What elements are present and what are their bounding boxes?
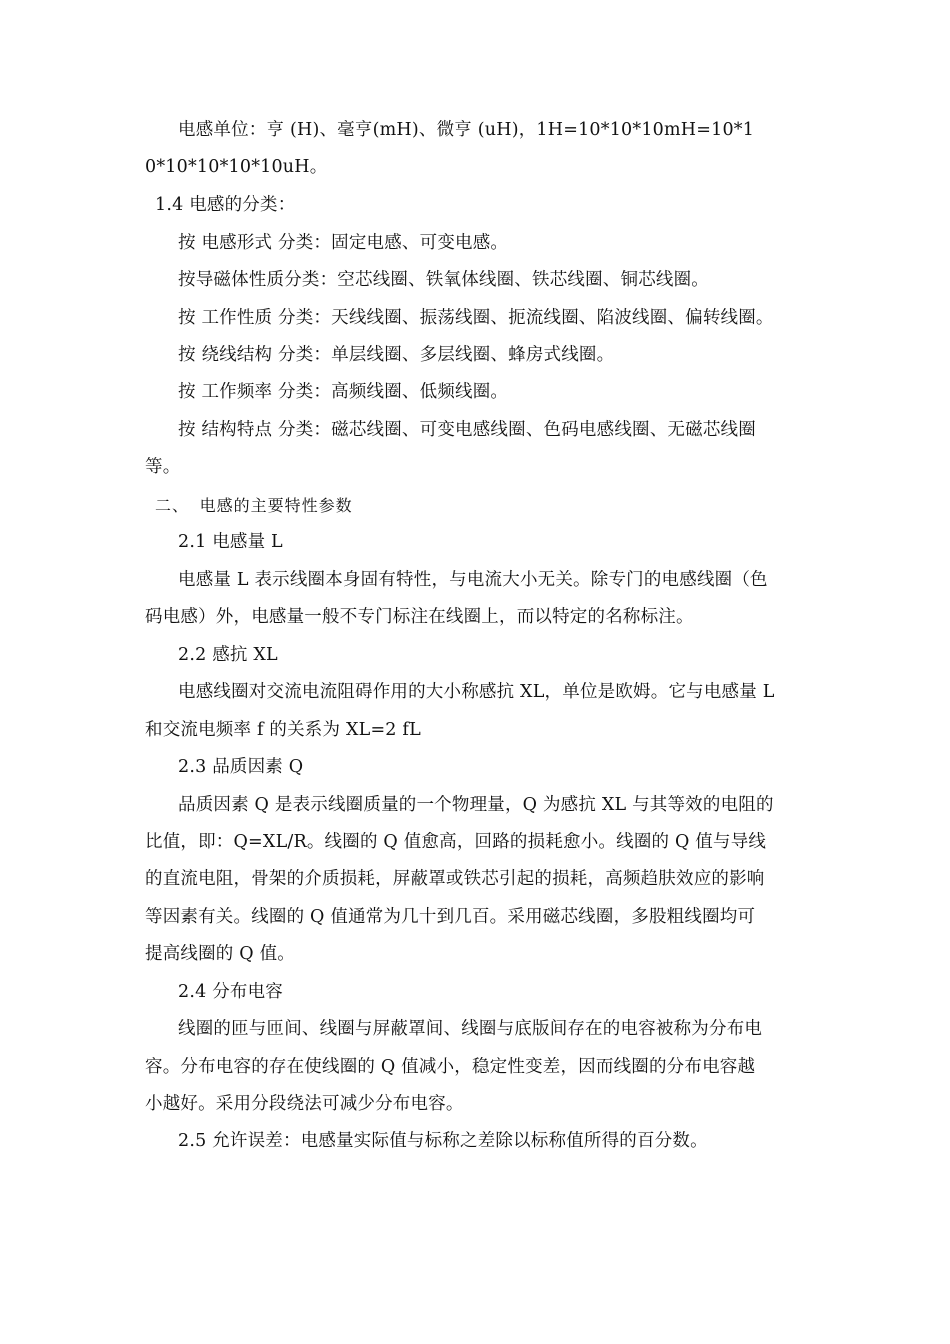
paragraph-inductance-unit: 电感单位：亨 (H)、毫亨(mH)、微亨 (uH)，1H=10*10*10mH=10*1	[178, 120, 755, 140]
paragraph-inductance-unit-cont: 0*10*10*10*10uH。	[145, 157, 328, 177]
paragraph-2-1-line1: 电感量 L 表示线圈本身固有特性，与电流大小无关。除专门的电感线圈（色	[178, 570, 768, 590]
classification-frequency: 按 工作频率 分类：高频线圈、低频线圈。	[178, 382, 509, 402]
classification-magnetic: 按导磁体性质分类：空芯线圈、铁氧体线圈、铁芯线圈、铜芯线圈。	[178, 270, 709, 290]
heading-2-5: 2.5 允许误差：电感量实际值与标称之差除以标称值所得的百分数。	[178, 1131, 708, 1151]
paragraph-2-4-line2: 容。分布电容的存在使线圈的 Q 值减小，稳定性变差，因而线圈的分布电容越	[145, 1057, 756, 1077]
paragraph-2-2-line1: 电感线圈对交流电流阻碍作用的大小称感抗 XL，单位是欧姆。它与电感量 L	[178, 682, 775, 702]
heading-section-2: 二、 电感的主要特性参数	[155, 496, 353, 515]
paragraph-2-1-line2: 码电感）外，电感量一般不专门标注在线圈上，而以特定的名称标注。	[145, 607, 694, 627]
heading-2-2: 2.2 感抗 XL	[178, 645, 278, 665]
classification-form: 按 电感形式 分类：固定电感、可变电感。	[178, 233, 509, 253]
heading-2-3: 2.3 品质因素 Q	[178, 757, 304, 777]
paragraph-2-3-line1: 品质因素 Q 是表示线圈质量的一个物理量，Q 为感抗 XL 与其等效的电阻的	[178, 795, 774, 815]
classification-winding: 按 绕线结构 分类：单层线圈、多层线圈、蜂房式线圈。	[178, 345, 615, 365]
classification-structure-cont: 等。	[145, 457, 181, 477]
heading-2-1: 2.1 电感量 L	[178, 532, 283, 552]
paragraph-2-2-line2: 和交流电频率 f 的关系为 XL=2 fL	[145, 720, 421, 740]
paragraph-2-3-line3: 的直流电阻，骨架的介质损耗，屏蔽罩或铁芯引起的损耗，高频趋肤效应的影响	[145, 869, 765, 889]
paragraph-2-3-line5: 提高线圈的 Q 值。	[145, 944, 295, 964]
paragraph-2-3-line2: 比值，即：Q=XL/R。线圈的 Q 值愈高，回路的损耗愈小。线圈的 Q 值与导线	[145, 832, 767, 852]
paragraph-2-3-line4: 等因素有关。线圈的 Q 值通常为几十到几百。采用磁芯线圈，多股粗线圈均可	[145, 907, 756, 927]
paragraph-2-4-line1: 线圈的匝与匝间、线圈与屏蔽罩间、线圈与底版间存在的电容被称为分布电	[178, 1019, 763, 1039]
heading-2-4: 2.4 分布电容	[178, 982, 283, 1002]
paragraph-2-4-line3: 小越好。采用分段绕法可减少分布电容。	[145, 1094, 464, 1114]
heading-1-4: 1.4 电感的分类：	[155, 195, 296, 215]
classification-structure: 按 结构特点 分类：磁芯线圈、可变电感线圈、色码电感线圈、无磁芯线圈	[178, 420, 756, 440]
classification-work-nature: 按 工作性质 分类：天线线圈、振荡线圈、扼流线圈、陷波线圈、偏转线圈。	[178, 308, 774, 328]
